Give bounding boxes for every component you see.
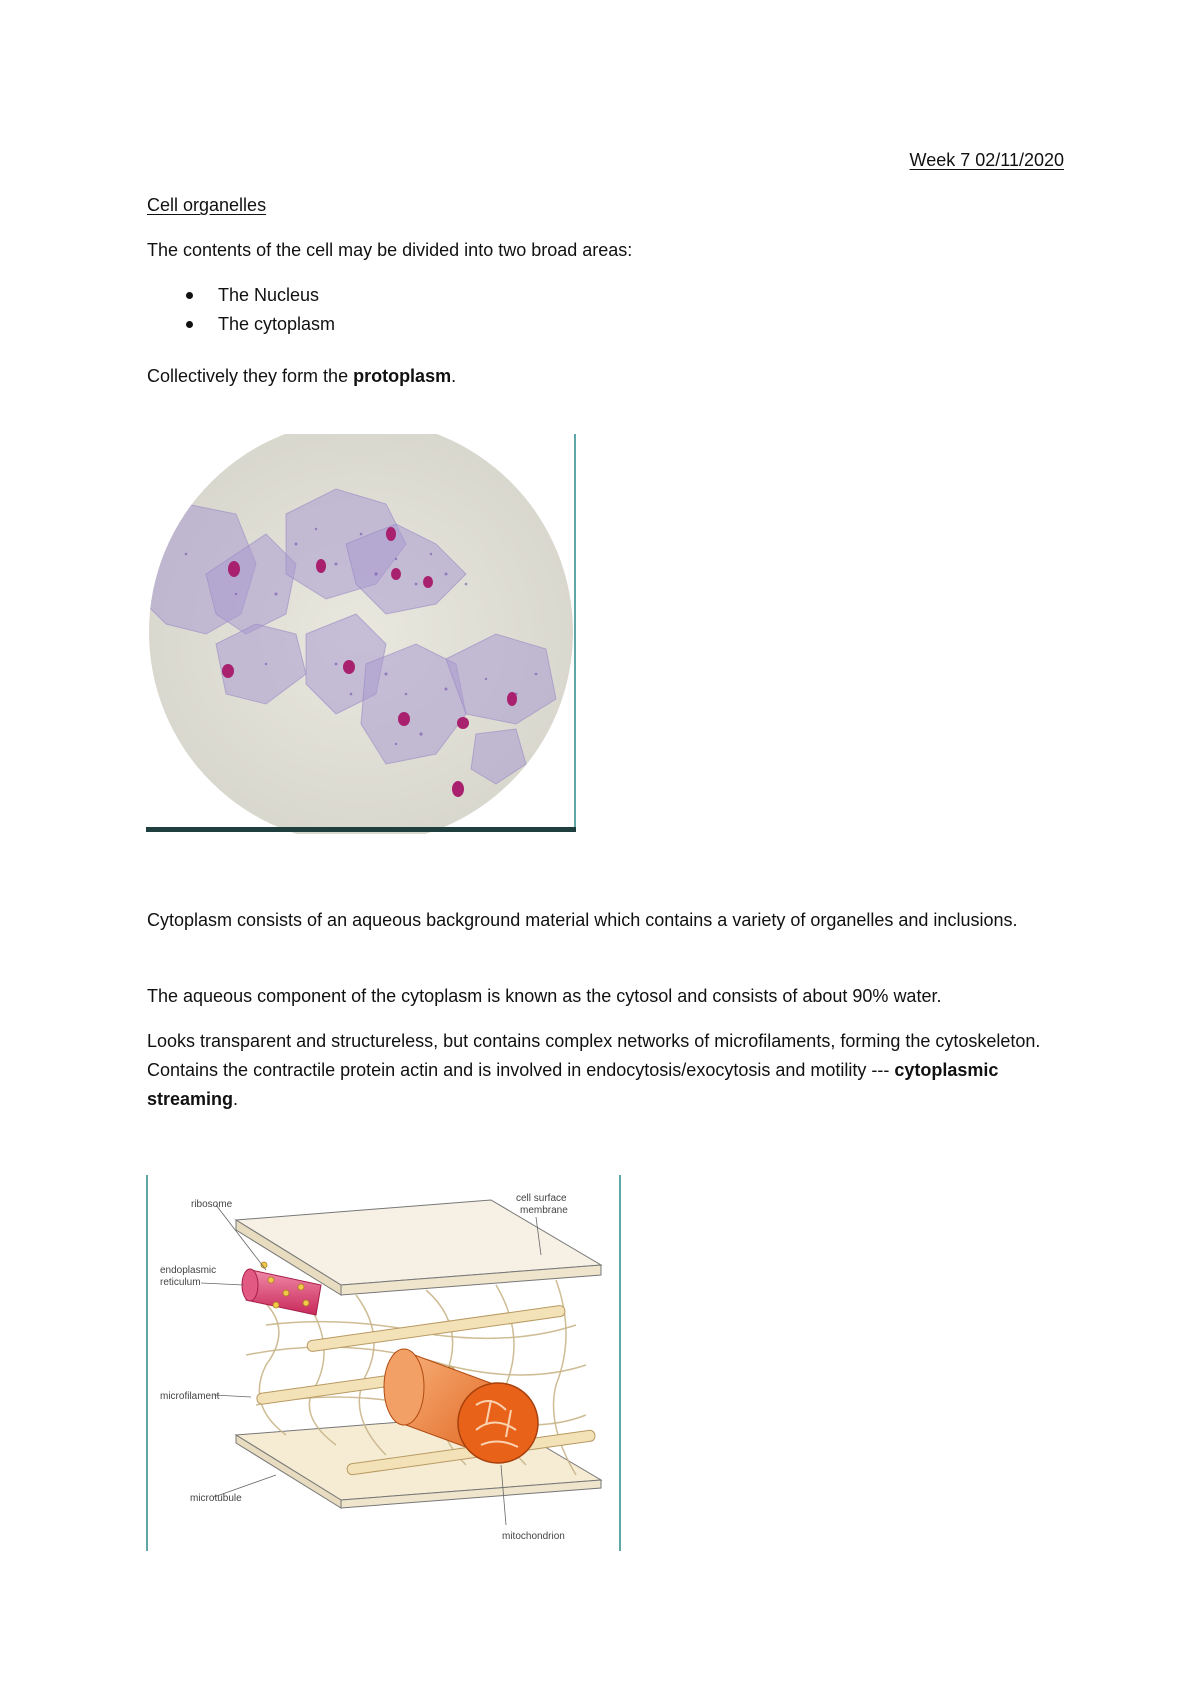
date-header: Week 7 02/11/2020	[909, 150, 1064, 170]
bullet-list	[176, 281, 335, 339]
paragraph-cytosol: The aqueous component of the cytoplasm is known as the cytosol and consists of about 90% water.	[147, 986, 942, 1006]
label-microfilament: microfilament	[160, 1391, 220, 1402]
paragraph-cytoplasm: Cytoplasm consists of an aqueous background material which contains a variety of organelles and inclusions.	[147, 910, 1018, 930]
bullet-icon	[186, 292, 193, 299]
cytoplasm-diagram	[146, 1175, 621, 1551]
protoplasm-term: protoplasm	[353, 366, 452, 386]
intro-text: The contents of the cell may be divided into two broad areas:	[147, 240, 633, 260]
list-item: The cytoplasm	[176, 310, 335, 339]
label-er-line2: reticulum	[160, 1277, 201, 1288]
micrograph-image	[146, 434, 576, 834]
paragraph-cytoskeleton: Looks transparent and structureless, but contains complex networks of microfilaments, forming the cytoskeleton. Contains the contractile protein actin and is involved in endocytosis/exocytosis and motility --- cytoplasmic streaming.	[147, 1031, 1041, 1109]
label-microtubule: microtubule	[190, 1493, 242, 1504]
label-membrane-line2: membrane	[520, 1205, 568, 1216]
label-er-line1: endoplasmic	[160, 1265, 217, 1276]
label-ribosome: ribosome	[191, 1199, 233, 1210]
label-mitochondrion: mitochondrion	[502, 1531, 565, 1542]
label-membrane-line1: cell surface	[516, 1193, 567, 1204]
collective-sentence: Collectively they form the protoplasm.	[147, 366, 457, 386]
bullet-icon	[186, 321, 193, 328]
cytoplasmic-streaming-term: cytoplasmic streaming	[147, 1060, 999, 1109]
list-item: The Nucleus	[176, 281, 335, 310]
section-heading: Cell organelles	[147, 195, 267, 215]
